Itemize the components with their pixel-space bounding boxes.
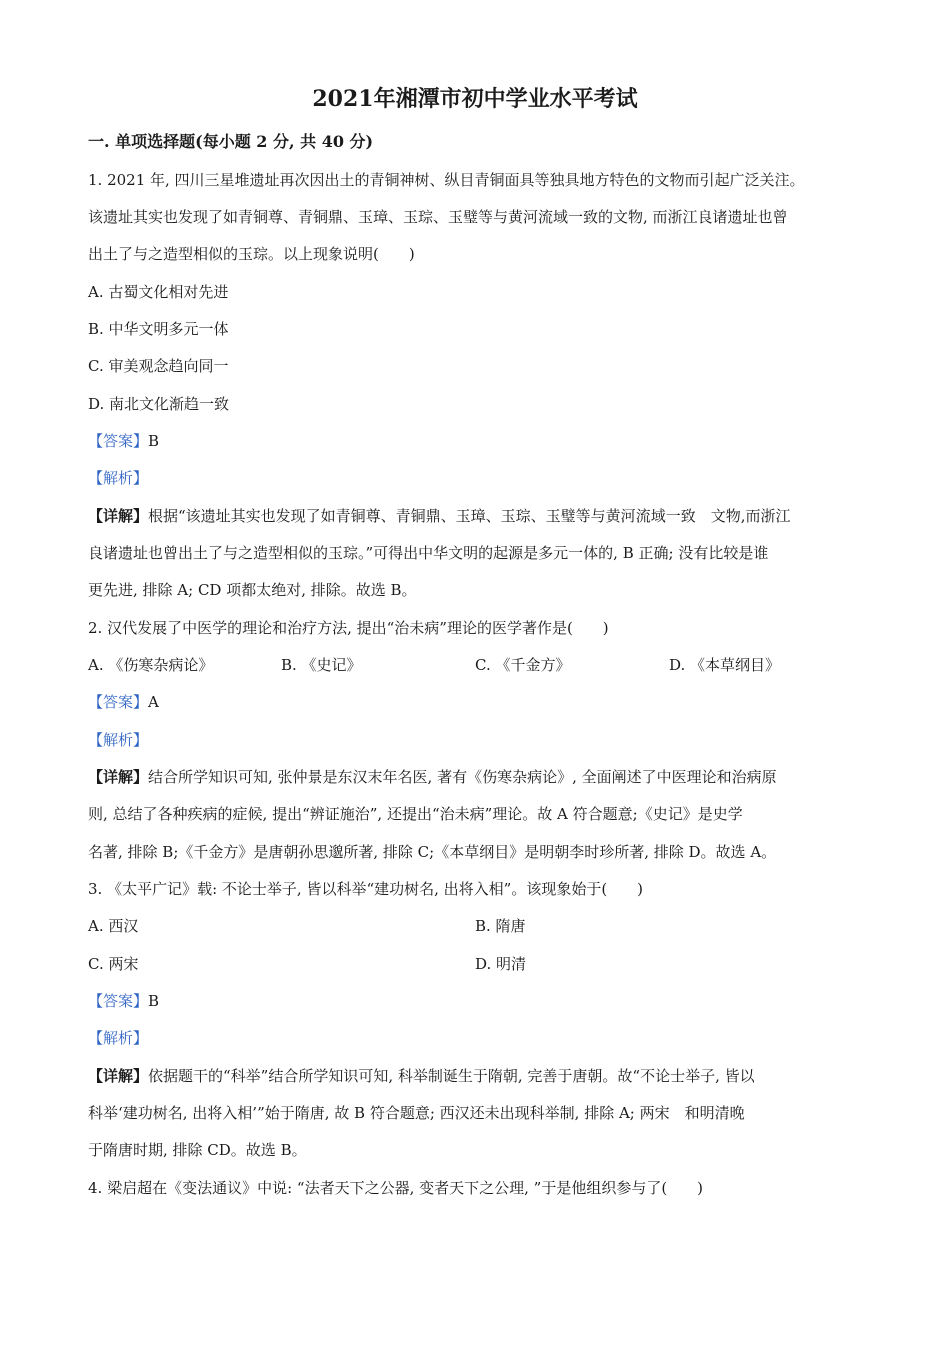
q1-answer-value: B — [148, 432, 160, 450]
q2-stem: 2. 汉代发展了中医学的理论和治疗方法, 提出“治未病”理论的医学著作是( ) — [88, 619, 609, 637]
q2-option-a: A. 《伤寒杂病论》 — [88, 656, 214, 674]
q2-detail-line-1: 【详解】结合所学知识可知, 张仲景是东汉末年名医, 著有《伤寒杂病论》, 全面阐述了中医理论和治病原 — [88, 768, 777, 786]
answer-label: 【答案】 — [88, 992, 149, 1010]
detail-label: 【详解】 — [88, 768, 149, 786]
q1-answer — [88, 431, 868, 451]
q3-option-b: B. 隋唐 — [475, 917, 526, 935]
q3-detail-line-1: 【详解】依据题干的“科举”结合所学知识可知, 科举制诞生于隋朝, 完善于唐朝。故“不论士举子, 皆以 — [88, 1067, 755, 1085]
detail-label: 【详解】 — [88, 507, 149, 525]
q3-detail-line-2: 科举‘建功树名, 出将入相’”始于隋唐, 故 B 符合题意; 西汉还未出现科举制, 排除 A; 两宋 和明清晚 — [88, 1104, 745, 1122]
q1-stem-line-3: 出土了与之造型相似的玉琮。以上现象说明( ) — [88, 245, 415, 263]
q3-detail-line-3: 于隋唐时期, 排除 CD。故选 B。 — [88, 1141, 307, 1159]
q2-answer-value: A — [148, 693, 159, 711]
q1-option-d: D. 南北文化渐趋一致 — [88, 395, 230, 413]
section-heading: 一. 单项选择题(每小题 2 分, 共 40 分) — [88, 132, 374, 151]
q3-option-a: A. 西汉 — [88, 917, 139, 935]
q4-stem: 4. 梁启超在《变法通议》中说: “法者天下之公器, 变者天下之公理, ”于是他组织参与了( ) — [88, 1179, 704, 1197]
q3-stem: 3. 《太平广记》载: 不论士举子, 皆以科举“建功树名, 出将入相”。该现象始于( ) — [88, 880, 644, 898]
q2-option-d: D. 《本草纲目》 — [669, 656, 781, 674]
q3-answer — [88, 991, 868, 1011]
q3-option-d: D. 明清 — [475, 955, 527, 973]
q2-detail-line-2: 则, 总结了各种疾病的症候, 提出“辨证施治”, 还提出“治未病”理论。故 A 符合题意;《史记》是史学 — [88, 805, 743, 823]
q1-detail-line-1: 【详解】根据“该遗址其实也发现了如青铜尊、青铜鼎、玉璋、玉琮、玉璧等与黄河流域一致 文物,而浙江 — [88, 507, 791, 525]
q1-stem-line-2: 该遗址其实也发现了如青铜尊、青铜鼎、玉璋、玉琮、玉璧等与黄河流域一致的文物, 而浙江良诸遗址也曾 — [88, 208, 788, 226]
q3-option-c: C. 两宋 — [88, 955, 139, 973]
page-title: 2021年湘潭市初中学业水平考试 — [312, 86, 638, 112]
q2-option-b: B. 《史记》 — [281, 656, 362, 674]
q1-stem-line-1: 1. 2021 年, 四川三星堆遗址再次因出土的青铜神树、纵目青铜面具等独具地方特色的文物而引起广泛关注。 — [88, 171, 805, 189]
q1-option-a: A. 古蜀文化相对先进 — [88, 283, 229, 301]
answer-label: 【答案】 — [88, 693, 149, 711]
detail-label: 【详解】 — [88, 1067, 149, 1085]
q1-analysis-label: 【解析】 — [88, 469, 149, 487]
q3-analysis-label: 【解析】 — [88, 1029, 149, 1047]
answer-label: 【答案】 — [88, 432, 149, 450]
q2-analysis-label: 【解析】 — [88, 731, 149, 749]
q1-option-c: C. 审美观念趋向同一 — [88, 357, 229, 375]
q1-detail-line-2: 良诸遗址也曾出土了与之造型相似的玉琮。”可得出中华文明的起源是多元一体的, B 正确; 没有比较是谁 — [88, 544, 769, 562]
q2-option-c: C. 《千金方》 — [475, 656, 571, 674]
q3-answer-value: B — [148, 992, 160, 1010]
q1-option-b: B. 中华文明多元一体 — [88, 320, 229, 338]
q2-detail-line-3: 名著, 排除 B;《千金方》是唐朝孙思邈所著, 排除 C;《本草纲目》是明朝李时珍所著, 排除 D。故选 A。 — [88, 843, 777, 861]
q1-detail-line-3: 更先进, 排除 A; CD 项都太绝对, 排除。故选 B。 — [88, 581, 417, 599]
q2-answer — [88, 692, 868, 712]
